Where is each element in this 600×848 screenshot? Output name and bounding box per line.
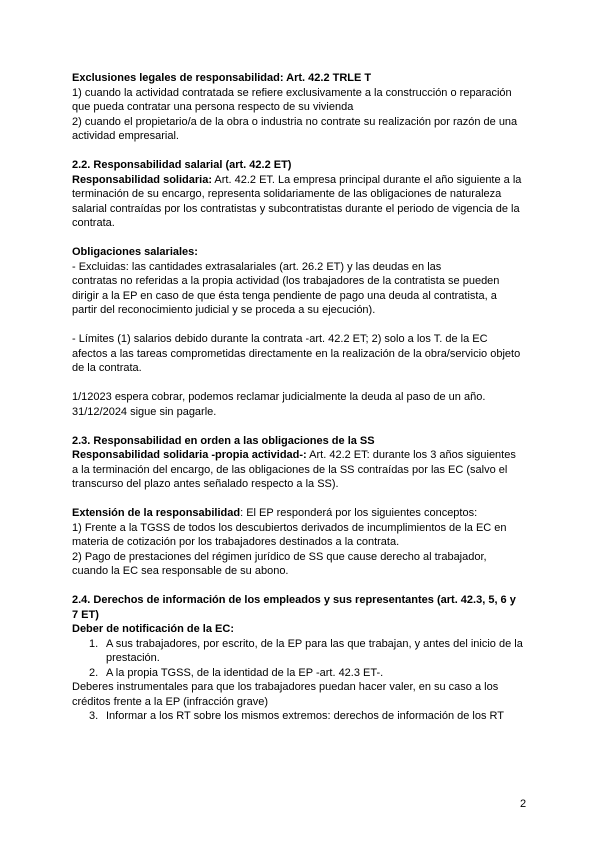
section-heading-2-2: 2.2. Responsabilidad salarial (art. 42.2 ET) bbox=[72, 159, 292, 171]
bold-lead: Extensión de la responsabilidad bbox=[72, 507, 241, 519]
lead-text: Art. 42.2 ET: durante los 3 años siguientes a la terminación del encargo, de las obligaciones de la SS contraídas por las EC (salvo el transcurso del plazo antes señalado respecto a la SS). bbox=[72, 449, 516, 490]
list-item bbox=[72, 637, 524, 666]
section-heading-exclusiones: Exclusiones legales de responsabilidad: Art. 42.2 TRLE T bbox=[72, 72, 372, 84]
list-item bbox=[72, 666, 524, 681]
bold-lead: Responsabilidad solidaria: bbox=[72, 173, 212, 186]
list-number: 3. bbox=[89, 710, 99, 722]
paragraph bbox=[72, 506, 524, 521]
list-number: 2. bbox=[89, 666, 99, 679]
list-item bbox=[72, 709, 524, 724]
numbered-list bbox=[72, 709, 524, 724]
paragraph: Deberes instrumentales para que los trabajadores puedan hacer valer, en su caso a los créditos frente a la EP (infracción grave) bbox=[72, 681, 499, 708]
list-text: A la propia TGSS, de la identidad de la EP -art. 42.3 ET-. bbox=[106, 666, 384, 679]
subheading-deber: Deber de notificación de la EC: bbox=[72, 623, 234, 635]
list-text: A sus trabajadores, por escrito, de la EP para las que trabajan, y antes del inicio de la prestación. bbox=[106, 637, 523, 664]
paragraph: - Límites (1) salarios debido durante la contrata -art. 42.2 ET; 2) solo a los T. de la EC afectos a las tareas comprometidas directamente en la realización de la obra/servicio objeto de la contrata. bbox=[72, 333, 521, 374]
lead-text: : El EP responderá por los siguientes conceptos: bbox=[240, 507, 478, 519]
paragraph: - Excluidas: las cantidades extrasalariales (art. 26.2 ET) y las deudas en las bbox=[72, 260, 442, 273]
paragraph bbox=[72, 448, 524, 492]
paragraph bbox=[72, 173, 524, 231]
page-number: 2 bbox=[520, 798, 527, 810]
document-body bbox=[72, 71, 524, 724]
paragraph: contratas no referidas a la propia actividad (los trabajadores de la contratista se pueden dirigir a la EP en caso de que ésta tenga pendiente de pago una deuda al contratista, a partir del reconocimiento judicial y se proceda a su ejecución). bbox=[72, 275, 500, 316]
subheading-obligaciones: Obligaciones salariales: bbox=[72, 246, 198, 258]
paragraph: 1) cuando la actividad contratada se refiere exclusivamente a la construcción o reparación que pueda contratar una persona respecto de su vivienda bbox=[72, 86, 512, 113]
paragraph: 1) Frente a la TGSS de todos los descubiertos derivados de incumplimientos de la EC en materia de cotización por los trabajadores destinados a la contrata. bbox=[72, 521, 507, 548]
lead-text: Art. 42.2 ET. La empresa principal durante el año siguiente a la terminación de su encargo, representa solidariamente de las obligaciones de naturaleza salarial contraídas por los contratistas y subcontratistas durante el periodo de vigencia de la contrata. bbox=[72, 173, 522, 229]
paragraph: 31/12/2024 sigue sin pagarle. bbox=[72, 405, 217, 418]
paragraph: 2) cuando el propietario/a de la obra o industria no contrate su realización por razón de una actividad empresarial. bbox=[72, 115, 518, 142]
paragraph: 1/12023 espera cobrar, podemos reclamar judicialmente la deuda al paso de un año. bbox=[72, 391, 486, 403]
list-number: 1. bbox=[89, 637, 99, 650]
bold-lead: Responsabilidad solidaria -propia actividad-: bbox=[72, 449, 307, 461]
list-text: Informar a los RT sobre los mismos extremos: derechos de información de los RT bbox=[106, 710, 504, 722]
paragraph: 2) Pago de prestaciones del régimen jurídico de SS que cause derecho al trabajador, cuando la EC sea responsable de su abono. bbox=[72, 550, 487, 577]
section-heading-2-3: 2.3. Responsabilidad en orden a las obligaciones de la SS bbox=[72, 434, 375, 447]
section-heading-2-4: 2.4. Derechos de información de los empleados y sus representantes (art. 42.3, 5, 6 y 7 ET) bbox=[72, 594, 516, 621]
numbered-list bbox=[72, 637, 524, 681]
